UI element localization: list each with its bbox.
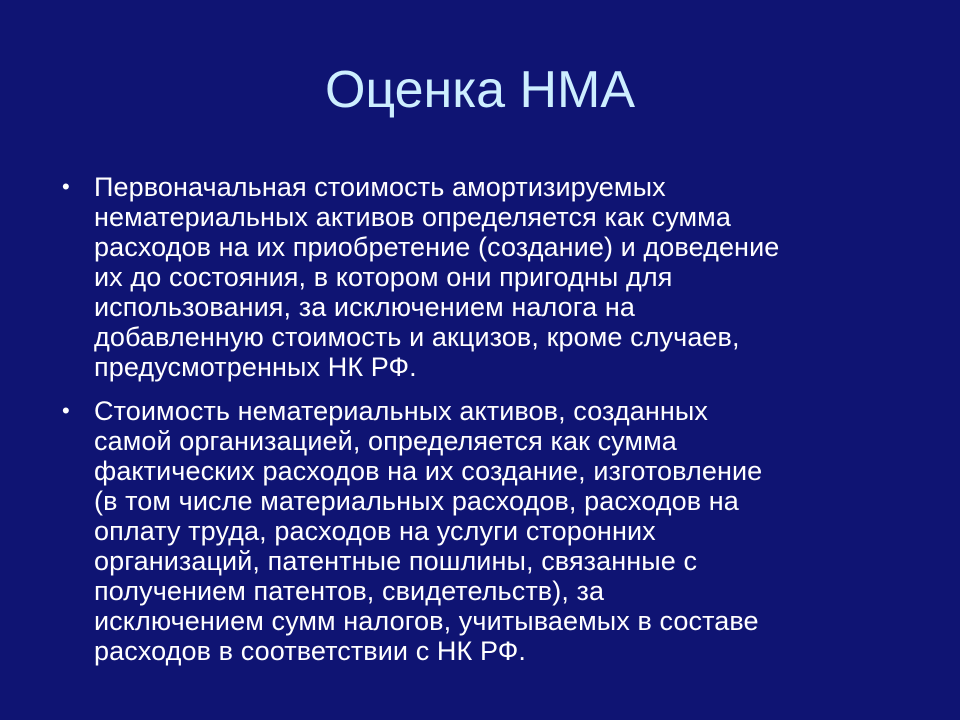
bullet-list: [60, 172, 920, 680]
bullet-2-line: расходов в соответствии с НК РФ.: [94, 636, 526, 666]
bullet-1-line: Первоначальная стоимость амортизируемых: [94, 172, 666, 202]
bullet-dot-icon: •: [62, 174, 70, 199]
slide-title: Оценка НМА: [324, 61, 636, 119]
bullet-text-1: [94, 172, 920, 382]
bullet-1-line: расходов на их приобретение (создание) и доведение: [94, 232, 780, 262]
bullet-1-line: добавленную стоимость и акцизов, кроме случаев,: [94, 322, 740, 352]
bullet-2-line: (в том числе материальных расходов, расходов на: [94, 486, 739, 516]
bullet-1-line: использования, за исключением налога на: [94, 292, 635, 322]
bullet-item-1: [60, 172, 920, 382]
bullet-2-line: фактических расходов на их создание, изготовление: [94, 456, 763, 486]
bullet-2-line: получением патентов, свидетельств), за: [94, 576, 605, 606]
bullet-text-2: [94, 396, 920, 666]
bullet-2-line: организаций, патентные пошлины, связанные с: [94, 546, 698, 576]
bullet-2-line: самой организацией, определяется как сумма: [94, 426, 677, 456]
bullet-1-line: предусмотренных НК РФ.: [94, 352, 417, 382]
bullet-2-line: Стоимость нематериальных активов, созданных: [94, 396, 709, 426]
bullet-2-line: оплату труда, расходов на услуги сторонних: [94, 516, 656, 546]
bullet-1-line: их до состояния, в котором они пригодны для: [94, 262, 673, 292]
bullet-2-line: исключением сумм налогов, учитываемых в составе: [94, 606, 759, 636]
bullet-item-2: [60, 396, 920, 666]
bullet-dot-icon: •: [62, 398, 70, 423]
bullet-1-line: нематериальных активов определяется как сумма: [94, 202, 731, 232]
